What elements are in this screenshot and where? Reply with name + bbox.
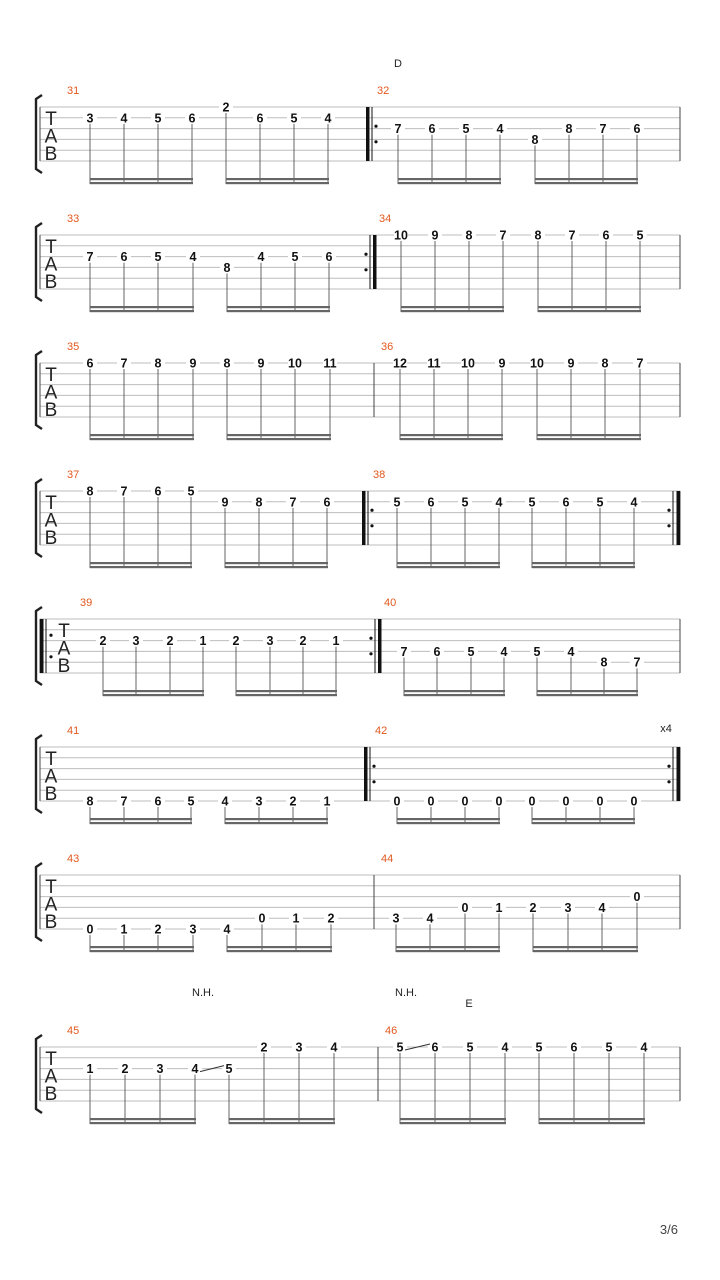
fret-number: 6 <box>154 484 162 499</box>
beam <box>90 434 194 436</box>
beam <box>532 566 635 568</box>
tab-clef-letter: B <box>57 656 71 677</box>
beam <box>225 562 328 564</box>
beam <box>537 438 641 440</box>
fret-number: 7 <box>636 356 644 371</box>
repeat-thick-barline <box>378 619 382 673</box>
beam <box>400 1122 506 1124</box>
fret-number: 6 <box>323 495 331 510</box>
fret-number: 2 <box>154 922 162 937</box>
beam <box>532 818 635 820</box>
fret-number: 12 <box>393 356 407 371</box>
measure-number: 35 <box>67 341 80 353</box>
fret-number: 0 <box>461 794 469 809</box>
beam <box>236 690 337 692</box>
beam <box>398 182 501 184</box>
tab-clef-letter: A <box>44 254 58 276</box>
beam <box>227 306 330 308</box>
fret-number: 8 <box>86 794 94 809</box>
fret-number: 2 <box>121 1062 129 1077</box>
beam <box>397 818 500 820</box>
repeat-thick-barline <box>366 107 370 161</box>
beam <box>397 822 500 824</box>
fret-number: 8 <box>223 356 231 371</box>
beam <box>401 310 504 312</box>
fret-number: 0 <box>596 794 604 809</box>
beam <box>227 950 332 952</box>
beam <box>227 434 331 436</box>
beam <box>539 1118 645 1120</box>
measure-number: 38 <box>373 469 386 481</box>
fret-number: 5 <box>393 495 401 510</box>
fret-number: 0 <box>633 890 641 905</box>
beam <box>539 1122 645 1124</box>
fret-number: 3 <box>295 1040 303 1055</box>
fret-number: 6 <box>562 495 570 510</box>
fret-number: 0 <box>393 794 401 809</box>
fret-number: 5 <box>187 484 195 499</box>
fret-number: 5 <box>466 1040 474 1055</box>
tab-clef-letter: B <box>44 400 58 421</box>
fret-number: 4 <box>501 1040 509 1055</box>
tab-clef-letter: B <box>44 912 58 933</box>
fret-number: 0 <box>427 794 435 809</box>
beam <box>396 946 500 948</box>
fret-number: 7 <box>499 228 507 243</box>
fret-number: 4 <box>223 922 231 937</box>
tab-clef-letter: A <box>57 638 71 660</box>
tab-clef-letter: T <box>58 621 70 642</box>
fret-number: 4 <box>500 644 508 659</box>
beam <box>90 946 194 948</box>
fret-number: 4 <box>426 911 434 926</box>
tab-clef-letter: T <box>45 877 57 898</box>
fret-number: 4 <box>324 111 332 126</box>
fret-number: 6 <box>433 644 441 659</box>
beam <box>537 694 638 696</box>
fret-number: 4 <box>120 111 128 126</box>
fret-number: 4 <box>598 900 606 915</box>
beam <box>398 178 501 180</box>
fret-number: 5 <box>596 495 604 510</box>
tab-clef-letter: A <box>44 382 58 404</box>
fret-number: 2 <box>289 794 297 809</box>
fret-number: 8 <box>465 228 473 243</box>
beam <box>533 946 638 948</box>
fret-number: 1 <box>199 634 207 649</box>
tab-clef-letter: A <box>44 1066 58 1088</box>
fret-number: 7 <box>289 495 297 510</box>
fret-number: 1 <box>292 911 300 926</box>
beam <box>226 178 329 180</box>
fret-number: 3 <box>156 1062 164 1077</box>
tab-clef-letter: B <box>44 784 58 805</box>
fret-number: 6 <box>633 122 641 137</box>
repeat-dot <box>370 509 373 512</box>
fret-number: 4 <box>191 1062 199 1077</box>
repeat-dot <box>369 637 372 640</box>
repeat-dot <box>372 780 375 783</box>
fret-number: 5 <box>636 228 644 243</box>
repeat-dot <box>667 524 670 527</box>
beam <box>229 1122 335 1124</box>
fret-number: 6 <box>427 495 435 510</box>
repeat-dot <box>667 780 670 783</box>
beam <box>90 1122 196 1124</box>
beam <box>397 566 500 568</box>
tab-clef-letter: A <box>44 510 58 532</box>
repeat-thick-barline <box>677 747 681 801</box>
fret-number: 1 <box>120 922 128 937</box>
fret-number: 10 <box>288 356 302 371</box>
measure-number: 37 <box>67 469 80 481</box>
fret-number: 4 <box>496 122 504 137</box>
measure-number: 39 <box>80 597 93 609</box>
beam <box>404 690 505 692</box>
tab-clef-letter: B <box>44 1084 58 1105</box>
beam <box>90 822 192 824</box>
fret-number: 7 <box>400 644 408 659</box>
beam <box>535 178 638 180</box>
fret-number: 6 <box>602 228 610 243</box>
repeat-dot <box>374 140 377 143</box>
fret-number: 2 <box>529 900 537 915</box>
fret-number: 5 <box>187 794 195 809</box>
beam <box>90 818 192 820</box>
repeat-thick-barline <box>373 235 377 289</box>
fret-number: 0 <box>258 911 266 926</box>
fret-number: 2 <box>260 1040 268 1055</box>
repeat-dot <box>667 765 670 768</box>
fret-number: 6 <box>188 111 196 126</box>
fret-number: 0 <box>630 794 638 809</box>
beam <box>538 306 641 308</box>
beam <box>225 566 328 568</box>
fret-number: 5 <box>605 1040 613 1055</box>
fret-number: 7 <box>633 655 641 670</box>
repeat-dot <box>667 509 670 512</box>
tab-clef-letter: B <box>44 272 58 293</box>
fret-number: 8 <box>86 484 94 499</box>
fret-number: 5 <box>396 1040 404 1055</box>
fret-number: 2 <box>327 911 335 926</box>
fret-number: 1 <box>86 1062 94 1077</box>
measure-number: 43 <box>67 853 80 865</box>
beam <box>90 950 194 952</box>
fret-number: 5 <box>528 495 536 510</box>
fret-number: 6 <box>86 356 94 371</box>
beam <box>401 306 504 308</box>
fret-number: 0 <box>461 900 469 915</box>
fret-number: 11 <box>427 356 441 371</box>
beam <box>226 182 329 184</box>
fret-number: 0 <box>86 922 94 937</box>
measure-number: 42 <box>375 725 388 737</box>
beam <box>227 310 330 312</box>
beam <box>538 310 641 312</box>
measure-number: 31 <box>67 85 80 97</box>
beam <box>103 690 204 692</box>
fret-number: 0 <box>495 794 503 809</box>
fret-number: 5 <box>467 644 475 659</box>
fret-number: 6 <box>325 250 333 265</box>
fret-number: 5 <box>535 1040 543 1055</box>
beam <box>225 822 328 824</box>
repeat-dot <box>370 524 373 527</box>
measure-number: 44 <box>381 853 394 865</box>
fret-number: 3 <box>132 634 140 649</box>
fret-number: 10 <box>394 228 408 243</box>
beam <box>229 1118 335 1120</box>
fret-number: 4 <box>567 644 575 659</box>
fret-number: 3 <box>392 911 400 926</box>
beam <box>533 950 638 952</box>
repeat-thick-barline <box>677 491 681 545</box>
repeat-dot <box>49 655 52 658</box>
tab-clef-letter: B <box>44 144 58 165</box>
fret-number: 6 <box>431 1040 439 1055</box>
fret-number: 9 <box>431 228 439 243</box>
measure-number: 33 <box>67 213 80 225</box>
fret-number: 0 <box>562 794 570 809</box>
fret-number: 4 <box>189 250 197 265</box>
beam <box>90 178 193 180</box>
beam <box>400 438 503 440</box>
measure-number: 40 <box>384 597 397 609</box>
fret-number: 8 <box>601 356 609 371</box>
fret-number: 8 <box>600 655 608 670</box>
beam <box>90 310 194 312</box>
repeat-thick-barline <box>362 491 366 545</box>
repeat-dot <box>364 253 367 256</box>
measure-number: 45 <box>67 1025 80 1037</box>
fret-number: 9 <box>189 356 197 371</box>
beam <box>227 438 331 440</box>
tab-clef-letter: T <box>45 237 57 258</box>
natural-harmonic-label: N.H. <box>192 987 214 999</box>
beam <box>90 438 194 440</box>
fret-number: 4 <box>330 1040 338 1055</box>
fret-number: 2 <box>232 634 240 649</box>
repeat-thick-barline <box>40 619 44 673</box>
tab-clef-letter: T <box>45 493 57 514</box>
beam <box>532 562 635 564</box>
natural-harmonic-label: N.H. <box>395 987 417 999</box>
repeat-dot <box>369 652 372 655</box>
fret-number: 7 <box>394 122 402 137</box>
fret-number: 4 <box>630 495 638 510</box>
page-number: 3/6 <box>659 1222 678 1237</box>
tab-clef-letter: T <box>45 109 57 130</box>
fret-number: 8 <box>154 356 162 371</box>
repeat-dot <box>49 634 52 637</box>
fret-number: 5 <box>533 644 541 659</box>
beam <box>236 694 337 696</box>
fret-number: 9 <box>498 356 506 371</box>
tab-clef-letter: B <box>44 528 58 549</box>
fret-number: 0 <box>528 794 536 809</box>
fret-number: 9 <box>221 495 229 510</box>
tab-clef-letter: A <box>44 766 58 788</box>
fret-number: 1 <box>332 634 340 649</box>
chord-label: D <box>394 58 402 70</box>
beam <box>400 1118 506 1120</box>
beam <box>227 946 332 948</box>
fret-number: 5 <box>461 495 469 510</box>
beam <box>90 562 192 564</box>
fret-number: 2 <box>222 100 230 115</box>
tab-clef-letter: T <box>45 365 57 386</box>
beam <box>90 306 194 308</box>
fret-number: 5 <box>462 122 470 137</box>
fret-number: 5 <box>291 250 299 265</box>
fret-number: 7 <box>86 250 94 265</box>
beam <box>90 182 193 184</box>
fret-number: 4 <box>495 495 503 510</box>
fret-number: 5 <box>225 1062 233 1077</box>
repeat-dot <box>364 268 367 271</box>
beam <box>396 950 500 952</box>
fret-number: 3 <box>255 794 263 809</box>
beam <box>90 566 192 568</box>
tab-clef-letter: T <box>45 1049 57 1070</box>
fret-number: 10 <box>461 356 475 371</box>
fret-number: 4 <box>257 250 265 265</box>
fret-number: 8 <box>255 495 263 510</box>
measure-number: 34 <box>379 213 392 225</box>
fret-number: 1 <box>495 900 503 915</box>
beam <box>400 434 503 436</box>
fret-number: 7 <box>599 122 607 137</box>
fret-number: 9 <box>567 356 575 371</box>
beam <box>90 1118 196 1120</box>
fret-number: 7 <box>120 484 128 499</box>
fret-number: 6 <box>154 794 162 809</box>
fret-number: 11 <box>323 356 337 371</box>
tab-clef-letter: A <box>44 894 58 916</box>
fret-number: 3 <box>189 922 197 937</box>
measure-number: 41 <box>67 725 80 737</box>
beam <box>404 694 505 696</box>
fret-number: 4 <box>221 794 229 809</box>
fret-number: 5 <box>154 250 162 265</box>
fret-number: 6 <box>428 122 436 137</box>
fret-number: 2 <box>166 634 174 649</box>
fret-number: 9 <box>257 356 265 371</box>
measure-number: 46 <box>385 1025 398 1037</box>
beam <box>535 182 638 184</box>
fret-number: 8 <box>223 260 231 275</box>
repeat-dot <box>372 765 375 768</box>
chord-label: E <box>465 998 473 1010</box>
beam <box>537 434 641 436</box>
fret-number: 3 <box>564 900 572 915</box>
repeat-dot <box>374 125 377 128</box>
fret-number: 2 <box>99 634 107 649</box>
tab-clef-letter: T <box>45 749 57 770</box>
fret-number: 3 <box>86 111 94 126</box>
fret-number: 6 <box>570 1040 578 1055</box>
fret-number: 5 <box>154 111 162 126</box>
measure-number: 32 <box>377 85 390 97</box>
repeat-count-label: x4 <box>660 723 672 735</box>
fret-number: 7 <box>120 794 128 809</box>
fret-number: 8 <box>531 132 539 147</box>
fret-number: 1 <box>323 794 331 809</box>
fret-number: 7 <box>568 228 576 243</box>
tab-clef-letter: A <box>44 126 58 148</box>
fret-number: 4 <box>640 1040 648 1055</box>
fret-number: 10 <box>530 356 544 371</box>
beam <box>103 694 204 696</box>
fret-number: 8 <box>565 122 573 137</box>
beam <box>532 822 635 824</box>
fret-number: 6 <box>256 111 264 126</box>
fret-number: 7 <box>120 356 128 371</box>
repeat-thick-barline <box>364 747 368 801</box>
beam <box>397 562 500 564</box>
fret-number: 6 <box>120 250 128 265</box>
fret-number: 8 <box>534 228 542 243</box>
measure-number: 36 <box>381 341 394 353</box>
beam <box>537 690 638 692</box>
fret-number: 3 <box>266 634 274 649</box>
beam <box>225 818 328 820</box>
fret-number: 5 <box>290 111 298 126</box>
fret-number: 2 <box>299 634 307 649</box>
